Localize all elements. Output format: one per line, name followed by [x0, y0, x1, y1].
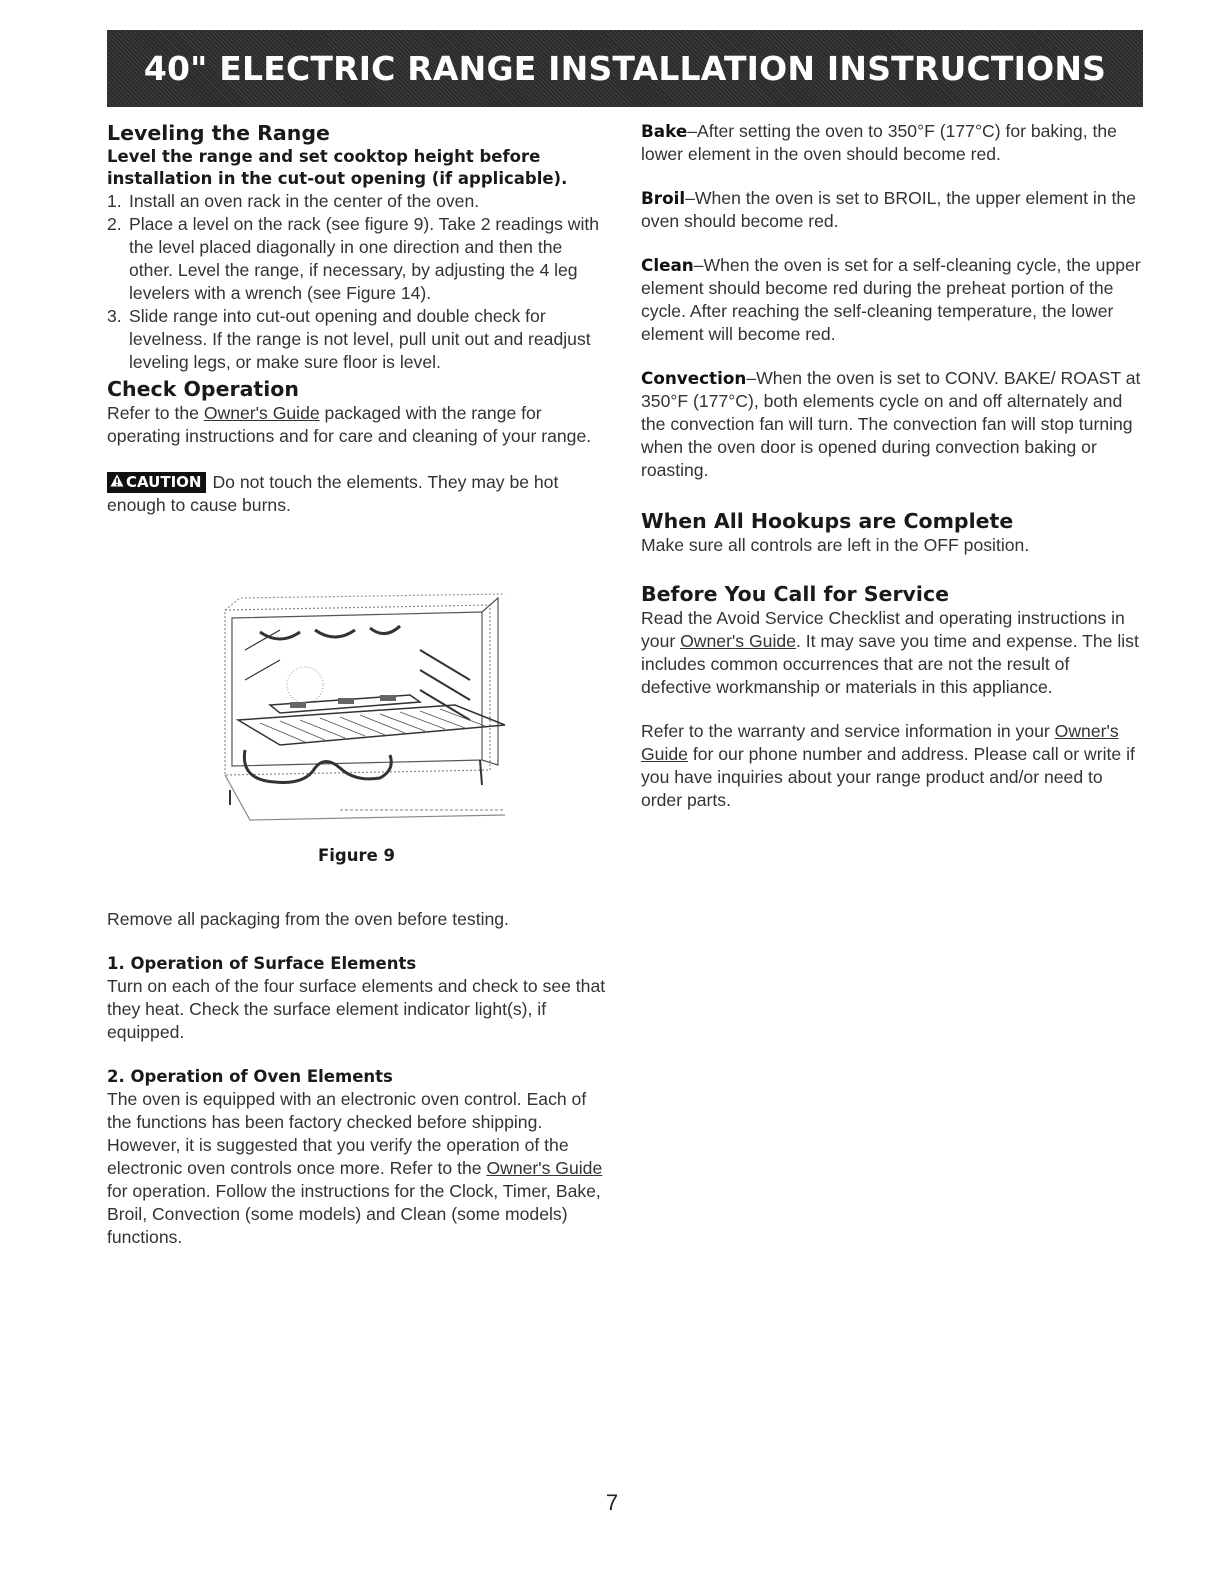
right-column: [641, 120, 1143, 812]
text-span: for our phone number and address. Please call or write if you have inquiries about your range product and/or need to order parts.: [641, 744, 1135, 810]
oven-elements-text: [107, 1088, 607, 1249]
list-item: [107, 305, 607, 374]
mode-bake: [641, 120, 1143, 166]
mode-convection: [641, 367, 1143, 482]
mode-text: –When the oven is set for a self-cleaning cycle, the upper element should become red during the preheat portion of the cycle. After reaching the self-cleaning temperature, the lower element will become red.: [641, 255, 1141, 344]
header-banner: [107, 30, 1143, 107]
step-number: 3.: [107, 306, 122, 326]
step-text: Place a level on the rack (see figure 9). Take 2 readings with the level placed diagonally in one direction and then the other. Level the range, if necessary, by adjusting the 4 leg levelers with a wrench (see Figure 14).: [129, 214, 600, 303]
owners-guide-link[interactable]: Owner's Guide: [486, 1158, 603, 1178]
remove-packaging-text: Remove all packaging from the oven before testing.: [107, 909, 509, 929]
warning-icon: [110, 473, 124, 492]
caution-paragraph: [107, 471, 607, 517]
leveling-steps: [107, 190, 607, 374]
check-operation-heading: Check Operation: [107, 377, 299, 401]
hookups-text: Make sure all controls are left in the OFF position.: [641, 535, 1030, 555]
mode-text: –When the oven is set to CONV. BAKE/ ROAST at 350°F (177°C), both elements cycle on and off alternately and the convection fan will turn. The convection fan will stop turning when the oven door is opened during convection baking or roasting.: [641, 368, 1141, 480]
text-span: The oven is equipped with an electronic oven control. Each of the functions has been factory checked before shipping. However, it is suggested that you verify the operation of the electronic oven controls once more. Refer to the: [107, 1089, 587, 1178]
mode-text: –When the oven is set to BROIL, the upper element in the oven should become red.: [641, 188, 1136, 231]
mode-label: Convection: [641, 368, 747, 388]
text-span: Refer to the warranty and service information in your: [641, 721, 1055, 741]
text-span: . It may save you time and expense. The list includes common occurrences that are not the result of defective workmanship or materials in this appliance.: [641, 631, 1139, 697]
left-column-lower: [107, 908, 607, 1249]
surface-elements-text: Turn on each of the four surface elements and check to see that they heat. Check the surface element indicator light(s), if equipped.: [107, 976, 606, 1042]
owners-guide-link[interactable]: Owner's Guide: [680, 631, 796, 651]
mode-label: Bake: [641, 121, 688, 141]
left-column: [107, 120, 607, 517]
surface-elements-heading: 1. Operation of Surface Elements: [107, 954, 417, 973]
mode-label: Broil: [641, 188, 686, 208]
oven-rack-illustration: [220, 590, 515, 850]
figure-caption: Figure 9: [318, 846, 396, 865]
text-span: packaged with the range for operating instructions and for care and cleaning of your range.: [107, 403, 592, 446]
text-span: for operation. Follow the instructions for the Clock, Timer, Bake, Broil, Convection (some models) and Clean (some models) functions.: [107, 1181, 601, 1247]
text-span: Refer to the: [107, 403, 204, 423]
service-heading: Before You Call for Service: [641, 582, 950, 606]
mode-clean: [641, 254, 1143, 346]
owners-guide-link[interactable]: Owner's Guide: [203, 403, 320, 423]
list-item: [107, 190, 607, 213]
service-text-2: [641, 720, 1143, 812]
leveling-subheading: Level the range and set cooktop height before installation in the cut-out opening (if applicable).: [107, 147, 568, 188]
service-text-1: [641, 607, 1143, 699]
step-number: 2.: [107, 214, 122, 234]
mode-broil: [641, 187, 1143, 233]
list-item: [107, 213, 607, 305]
oven-elements-heading: 2. Operation of Oven Elements: [107, 1067, 393, 1086]
figure-9-illustration: [220, 590, 515, 850]
mode-text: –After setting the oven to 350°F (177°C) for baking, the lower element in the oven should become red.: [641, 121, 1117, 164]
caution-text: Do not touch the elements. They may be hot enough to cause burns.: [107, 472, 559, 515]
text-span: Read the Avoid Service Checklist and operating instructions in your: [641, 608, 1125, 651]
page-title: 40" ELECTRIC RANGE INSTALLATION INSTRUCTIONS: [143, 49, 1107, 88]
step-number: 1.: [107, 191, 122, 211]
step-text: Slide range into cut-out opening and double check for levelness. If the range is not level, pull unit out and readjust leveling legs, or make sure floor is level.: [129, 306, 591, 372]
caution-badge: [107, 472, 206, 493]
check-operation-text: [107, 402, 607, 448]
page-number: 7: [605, 1490, 619, 1515]
hookups-heading: When All Hookups are Complete: [641, 509, 1014, 533]
caution-label: CAUTION: [126, 473, 202, 491]
mode-label: Clean: [641, 255, 694, 275]
step-text: Install an oven rack in the center of the oven.: [129, 191, 480, 211]
owners-guide-link[interactable]: Owner's Guide: [641, 721, 1119, 764]
leveling-heading: Leveling the Range: [107, 121, 330, 145]
